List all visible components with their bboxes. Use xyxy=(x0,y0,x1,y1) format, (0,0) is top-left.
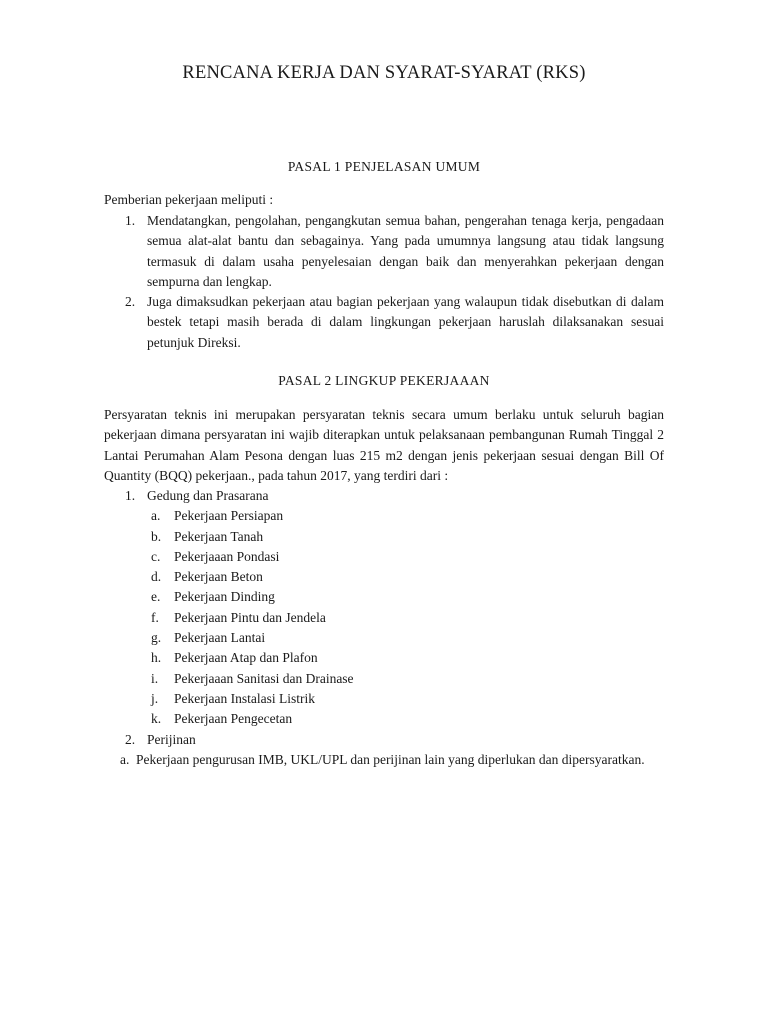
list-item-label: Gedung dan Prasarana xyxy=(147,488,269,503)
pasal-2-heading: PASAL 2 LINGKUP PEKERJAAAN xyxy=(278,373,490,388)
sub-list-item xyxy=(120,750,664,770)
sub-list-text: Pekerjaan Beton xyxy=(174,569,263,585)
sub-list-letter: f. xyxy=(151,609,159,625)
sub-list-text: Pekerjaan pengurusan IMB, UKL/UPL dan perijinan lain yang diperlukan dan dipersyaratkan. xyxy=(136,751,645,767)
sub-list-text: Pekerjaan Lantai xyxy=(174,630,266,646)
sub-list-letter: a. xyxy=(120,751,130,767)
sub-list-item xyxy=(147,608,664,628)
sub-list-text: Pekerjaan Tanah xyxy=(174,528,264,544)
list-number: 1. xyxy=(125,213,136,228)
sub-list-letter: b. xyxy=(151,528,162,544)
list-item-text: Mendatangkan, pengolahan, pengangkutan semua bahan, pengerahan tenaga kerja, pengadaan semua alat-alat bantu dan sebagainya. Yang pada umumnya langsung atau tidak langsung termasuk di dalam usaha penyelesaian dengan baik dan menyerahkan pekerjaan dengan sempurna dan lengkap. xyxy=(147,213,664,289)
sub-list-text: Pekerjaaan Sanitasi dan Drainase xyxy=(174,670,354,686)
sub-list-text: Pekerjaan Dinding xyxy=(174,589,275,605)
sub-list-text: Pekerjaan Pintu dan Jendela xyxy=(174,609,326,625)
list-item-label: Perijinan xyxy=(147,731,196,747)
sub-list-item xyxy=(147,587,664,607)
pasal-1-list xyxy=(104,211,664,353)
sub-list-text: Pekerjaan Pengecetan xyxy=(174,711,293,727)
sub-list-item xyxy=(147,506,664,526)
list-number: 1. xyxy=(125,488,136,503)
sub-list-item xyxy=(147,648,664,668)
list-item xyxy=(104,292,664,353)
sub-list xyxy=(147,506,664,729)
list-item xyxy=(104,730,664,771)
sub-list-letter: c. xyxy=(151,548,161,564)
sub-list-text: Pekerjaan Persiapan xyxy=(174,508,284,524)
list-item xyxy=(104,211,664,292)
document-title: RENCANA KERJA DAN SYARAT-SYARAT (RKS) xyxy=(182,63,586,83)
sub-list-item xyxy=(147,567,664,587)
sub-list xyxy=(120,750,664,770)
sub-list-letter: h. xyxy=(151,650,162,666)
list-item xyxy=(104,486,664,730)
sub-list-text: Pekerjaaan Pondasi xyxy=(174,548,280,564)
list-number: 2. xyxy=(125,294,136,310)
pasal-2-paragraph: Persyaratan teknis ini merupakan persyaratan teknis secara umum berlaku untuk seluruh bagian pekerjaan dimana persyaratan ini wajib diterapkan untuk pelaksanaan pembangunan Rumah Tinggal 2 Lantai Perumahan Alam Pesona dengan luas 215 m2 dengan jenis pekerjaan sesuai dengan Bill Of Quantity (BQQ) pekerjaan., pada tahun 2017, yang terdiri dari : xyxy=(104,407,664,483)
sub-list-letter: a. xyxy=(151,508,161,524)
list-item-text: Juga dimaksudkan pekerjaan atau bagian pekerjaan yang walaupun tidak disebutkan di dalam bestek tetapi masih berada di dalam lingkungan pekerjaan haruslah dilaksanakan sesuai petunjuk Direksi. xyxy=(147,294,664,350)
sub-list-letter: j. xyxy=(151,690,159,706)
sub-list-item xyxy=(147,547,664,567)
sub-list-letter: i. xyxy=(151,670,159,686)
sub-list-text: Pekerjaan Instalasi Listrik xyxy=(174,690,315,706)
sub-list-text: Pekerjaan Atap dan Plafon xyxy=(174,650,318,666)
pasal-1-heading: PASAL 1 PENJELASAN UMUM xyxy=(287,159,481,174)
sub-list-item xyxy=(147,527,664,547)
sub-list-letter: g. xyxy=(151,630,162,646)
list-number: 2. xyxy=(125,731,136,747)
sub-list-letter: k. xyxy=(151,711,162,727)
sub-list-item xyxy=(147,709,664,729)
pasal-1-intro: Pemberian pekerjaan meliputi : xyxy=(104,192,274,207)
sub-list-item xyxy=(147,669,664,689)
sub-list-item xyxy=(147,689,664,709)
pasal-2-list xyxy=(104,486,664,770)
sub-list-letter: d. xyxy=(151,569,162,585)
sub-list-letter: e. xyxy=(151,589,161,605)
sub-list-item xyxy=(147,628,664,648)
